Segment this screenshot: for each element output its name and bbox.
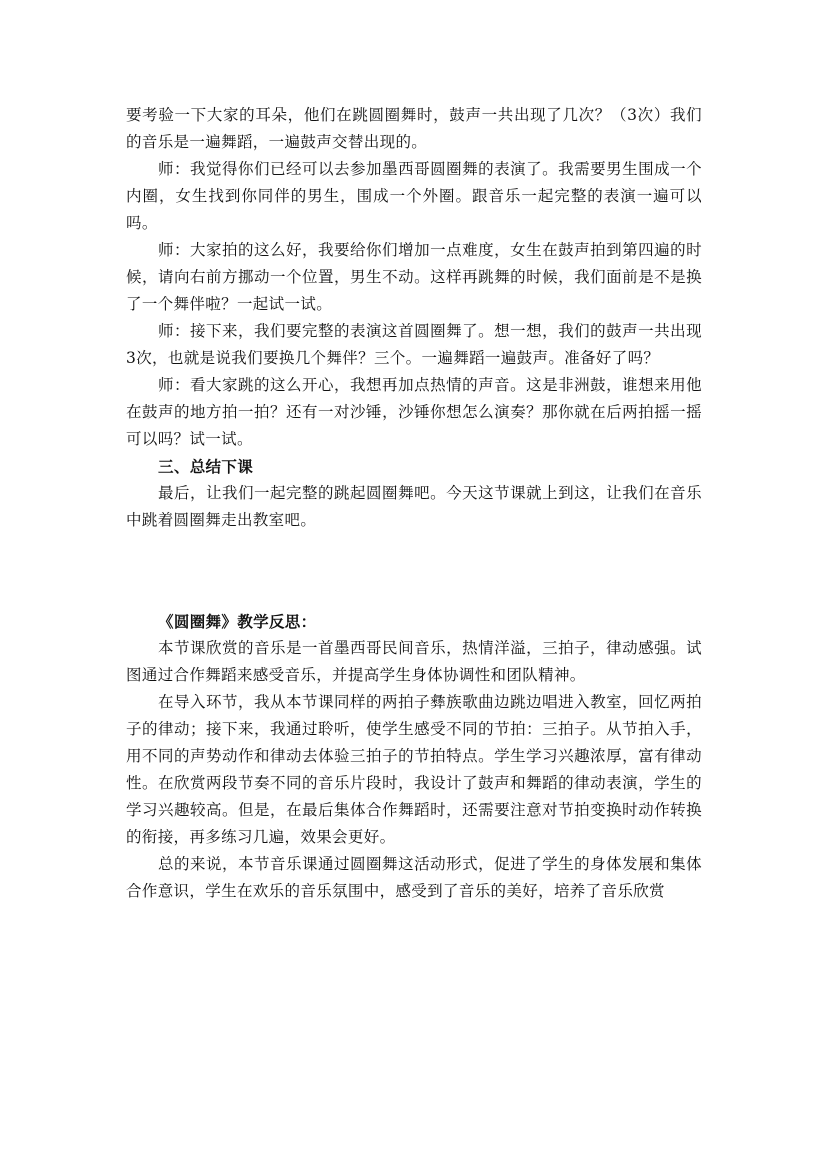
section-spacer [126, 534, 702, 608]
reflection-paragraph-1: 本节课欣赏的音乐是一首墨西哥民间音乐，热情洋溢，三拍子，律动感强。试图通过合作舞蹈来感受音乐，并提高学生身体协调性和团队精神。 [126, 639, 702, 684]
reflection-title: 《圆圈舞》教学反思： [158, 612, 317, 631]
lesson-paragraph-3: 师：大家拍的这么好，我要给你们增加一点难度，女生在鼓声拍到第四遍的时候，请向右前方挪动一个位置，男生不动。这样再跳舞的时候，我们面前是不是换了一个舞伴啦？一起试一试。 [126, 241, 702, 313]
reflection-paragraph-2: 在导入环节，我从本节课同样的两拍子彝族歌曲边跳边唱进入教室，回忆两拍子的律动；接下来，我通过聆听，使学生感受不同的节拍：三拍子。从节拍入手，用不同的声势动作和律动去体验三拍子的节拍特点。学生学习兴趣浓厚，富有律动性。在欣赏两段节奏不同的音乐片段时，我设计了鼓声和舞蹈的律动表演，学生的学习兴趣较高。但是，在最后集体合作舞蹈时，还需要注意对节拍变换时动作转换的衔接，再多练习几遍，效果会更好。 [126, 693, 702, 846]
lesson-paragraph-1: 要考验一下大家的耳朵，他们在跳圆圈舞时，鼓声一共出现了几次？（3次）我们的音乐是一遍舞蹈，一遍鼓声交替出现的。 [126, 106, 702, 151]
closing-paragraph: 最后，让我们一起完整的跳起圆圈舞吧。今天这节课就上到这，让我们在音乐中跳着圆圈舞走出教室吧。 [126, 484, 702, 529]
lesson-paragraph-2: 师：我觉得你们已经可以去参加墨西哥圆圈舞的表演了。我需要男生围成一个内圈，女生找到你同伴的男生，围成一个外圈。跟音乐一起完整的表演一遍可以吗。 [126, 160, 702, 232]
document-body [126, 102, 702, 905]
lesson-paragraph-5: 师：看大家跳的这么开心，我想再加点热情的声音。这是非洲鼓，谁想来用他在鼓声的地方拍一拍？还有一对沙锤，沙锤你想怎么演奏？那你就在后两拍摇一摇可以吗？试一试。 [126, 376, 702, 448]
reflection-paragraph-3: 总的来说，本节音乐课通过圆圈舞这活动形式，促进了学生的身体发展和集体合作意识，学生在欢乐的音乐氛围中，感受到了音乐的美好，培养了音乐欣赏 [126, 855, 702, 900]
lesson-paragraph-4: 师：接下来，我们要完整的表演这首圆圈舞了。想一想，我们的鼓声一共出现3次，也就是说我们要换几个舞伴？三个。一遍舞蹈一遍鼓声。准备好了吗？ [126, 322, 702, 367]
section-heading-summary: 三、总结下课 [158, 457, 254, 476]
